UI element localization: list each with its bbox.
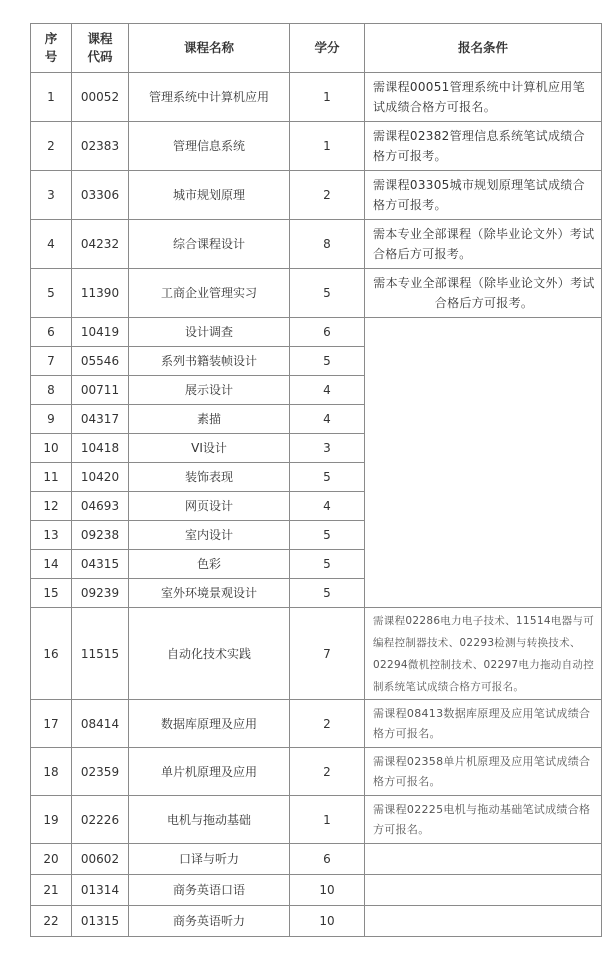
table-row bbox=[31, 122, 602, 171]
cell-seq: 12 bbox=[31, 492, 72, 521]
cell-credit: 5 bbox=[290, 347, 365, 376]
table-row bbox=[31, 748, 602, 796]
cell-name: 工商企业管理实习 bbox=[129, 269, 290, 318]
cell-name: 综合课程设计 bbox=[129, 220, 290, 269]
table-row bbox=[31, 73, 602, 122]
header-name-label: 课程名称 bbox=[183, 40, 234, 55]
table-row bbox=[31, 318, 602, 347]
cell-credit: 3 bbox=[290, 434, 365, 463]
cell-code: 02383 bbox=[72, 122, 129, 171]
cell-seq: 17 bbox=[31, 700, 72, 748]
cell-name: 商务英语听力 bbox=[129, 906, 290, 937]
cell-code: 09238 bbox=[72, 521, 129, 550]
cell-name: 单片机原理及应用 bbox=[129, 748, 290, 796]
cell-name: 室内设计 bbox=[129, 521, 290, 550]
cell-code: 01315 bbox=[72, 906, 129, 937]
cell-condition: 需本专业全部课程（除毕业论文外）考试合格后方可报考。 bbox=[365, 269, 602, 318]
cell-credit: 5 bbox=[290, 463, 365, 492]
cell-code: 00052 bbox=[72, 73, 129, 122]
cell-name: 商务英语口语 bbox=[129, 875, 290, 906]
header-name bbox=[129, 24, 290, 73]
cell-code: 03306 bbox=[72, 171, 129, 220]
table-row bbox=[31, 844, 602, 875]
cell-credit: 8 bbox=[290, 220, 365, 269]
cell-code: 00711 bbox=[72, 376, 129, 405]
cell-code: 04315 bbox=[72, 550, 129, 579]
cell-condition bbox=[365, 844, 602, 875]
cell-name: 管理系统中计算机应用 bbox=[129, 73, 290, 122]
cell-name: 展示设计 bbox=[129, 376, 290, 405]
cell-credit: 2 bbox=[290, 700, 365, 748]
table-row bbox=[31, 269, 602, 318]
cell-credit: 4 bbox=[290, 405, 365, 434]
cell-condition-merged bbox=[365, 318, 602, 608]
cell-condition: 需本专业全部课程（除毕业论文外）考试合格后方可报考。 bbox=[365, 220, 602, 269]
cell-seq: 18 bbox=[31, 748, 72, 796]
table-row bbox=[31, 796, 602, 844]
cell-credit: 4 bbox=[290, 492, 365, 521]
cell-seq: 13 bbox=[31, 521, 72, 550]
cell-credit: 10 bbox=[290, 906, 365, 937]
cell-name: 网页设计 bbox=[129, 492, 290, 521]
cell-code: 02359 bbox=[72, 748, 129, 796]
cell-seq: 3 bbox=[31, 171, 72, 220]
cell-name: 管理信息系统 bbox=[129, 122, 290, 171]
table-row bbox=[31, 700, 602, 748]
header-credit-label: 学分 bbox=[314, 40, 340, 55]
cell-code: 04317 bbox=[72, 405, 129, 434]
cell-credit: 10 bbox=[290, 875, 365, 906]
cell-credit: 5 bbox=[290, 269, 365, 318]
cell-credit: 2 bbox=[290, 748, 365, 796]
cell-code: 10418 bbox=[72, 434, 129, 463]
cell-code: 11515 bbox=[72, 608, 129, 700]
cell-condition: 需课程02225电机与拖动基础笔试成绩合格方可报名。 bbox=[365, 796, 602, 844]
header-credit bbox=[290, 24, 365, 73]
header-condition bbox=[365, 24, 602, 73]
cell-seq: 22 bbox=[31, 906, 72, 937]
cell-condition: 需课程02358单片机原理及应用笔试成绩合格方可报名。 bbox=[365, 748, 602, 796]
cell-credit: 6 bbox=[290, 318, 365, 347]
cell-name: 素描 bbox=[129, 405, 290, 434]
cell-seq: 16 bbox=[31, 608, 72, 700]
header-seq bbox=[31, 24, 72, 73]
cell-condition: 需课程02382管理信息系统笔试成绩合格方可报考。 bbox=[365, 122, 602, 171]
course-table bbox=[30, 23, 602, 937]
table-row bbox=[31, 608, 602, 700]
cell-seq: 14 bbox=[31, 550, 72, 579]
cell-credit: 5 bbox=[290, 521, 365, 550]
table-row bbox=[31, 875, 602, 906]
cell-credit: 7 bbox=[290, 608, 365, 700]
cell-condition bbox=[365, 875, 602, 906]
cell-seq: 2 bbox=[31, 122, 72, 171]
cell-name: 数据库原理及应用 bbox=[129, 700, 290, 748]
table-row bbox=[31, 171, 602, 220]
cell-code: 09239 bbox=[72, 579, 129, 608]
table-header-row bbox=[31, 24, 602, 73]
cell-name: 自动化技术实践 bbox=[129, 608, 290, 700]
cell-name: 口译与听力 bbox=[129, 844, 290, 875]
cell-condition: 需课程08413数据库原理及应用笔试成绩合格方可报名。 bbox=[365, 700, 602, 748]
cell-seq: 1 bbox=[31, 73, 72, 122]
cell-name: 城市规划原理 bbox=[129, 171, 290, 220]
cell-code: 00602 bbox=[72, 844, 129, 875]
header-code bbox=[72, 24, 129, 73]
cell-code: 10420 bbox=[72, 463, 129, 492]
cell-seq: 6 bbox=[31, 318, 72, 347]
cell-code: 01314 bbox=[72, 875, 129, 906]
cell-code: 02226 bbox=[72, 796, 129, 844]
cell-seq: 9 bbox=[31, 405, 72, 434]
table-row bbox=[31, 906, 602, 937]
cell-credit: 5 bbox=[290, 550, 365, 579]
cell-seq: 11 bbox=[31, 463, 72, 492]
cell-name: 设计调查 bbox=[129, 318, 290, 347]
cell-name: 系列书籍装帧设计 bbox=[129, 347, 290, 376]
cell-name: VI设计 bbox=[129, 434, 290, 463]
cell-condition bbox=[365, 906, 602, 937]
header-seq-label: 序 号 bbox=[44, 31, 58, 64]
cell-seq: 8 bbox=[31, 376, 72, 405]
cell-code: 10419 bbox=[72, 318, 129, 347]
header-condition-label: 报名条件 bbox=[457, 40, 508, 55]
cell-seq: 5 bbox=[31, 269, 72, 318]
cell-code: 08414 bbox=[72, 700, 129, 748]
cell-condition: 需课程02286电力电子技术、11514电器与可编程控制器技术、02293检测与转换技术、02294微机控制技术、02297电力拖动自动控制系统笔试成绩合格方可报名。 bbox=[365, 608, 602, 700]
cell-seq: 7 bbox=[31, 347, 72, 376]
cell-credit: 1 bbox=[290, 122, 365, 171]
cell-name: 色彩 bbox=[129, 550, 290, 579]
cell-condition: 需课程00051管理系统中计算机应用笔试成绩合格方可报名。 bbox=[365, 73, 602, 122]
cell-seq: 10 bbox=[31, 434, 72, 463]
table-row bbox=[31, 220, 602, 269]
cell-code: 04693 bbox=[72, 492, 129, 521]
header-code-label: 课程 代码 bbox=[87, 31, 113, 64]
cell-name: 装饰表现 bbox=[129, 463, 290, 492]
cell-seq: 4 bbox=[31, 220, 72, 269]
cell-code: 04232 bbox=[72, 220, 129, 269]
cell-seq: 21 bbox=[31, 875, 72, 906]
cell-seq: 15 bbox=[31, 579, 72, 608]
cell-name: 室外环境景观设计 bbox=[129, 579, 290, 608]
cell-seq: 20 bbox=[31, 844, 72, 875]
cell-code: 05546 bbox=[72, 347, 129, 376]
cell-credit: 4 bbox=[290, 376, 365, 405]
cell-credit: 6 bbox=[290, 844, 365, 875]
cell-credit: 1 bbox=[290, 73, 365, 122]
cell-code: 11390 bbox=[72, 269, 129, 318]
cell-seq: 19 bbox=[31, 796, 72, 844]
cell-credit: 5 bbox=[290, 579, 365, 608]
cell-credit: 2 bbox=[290, 171, 365, 220]
cell-credit: 1 bbox=[290, 796, 365, 844]
cell-condition: 需课程03305城市规划原理笔试成绩合格方可报考。 bbox=[365, 171, 602, 220]
cell-name: 电机与拖动基础 bbox=[129, 796, 290, 844]
